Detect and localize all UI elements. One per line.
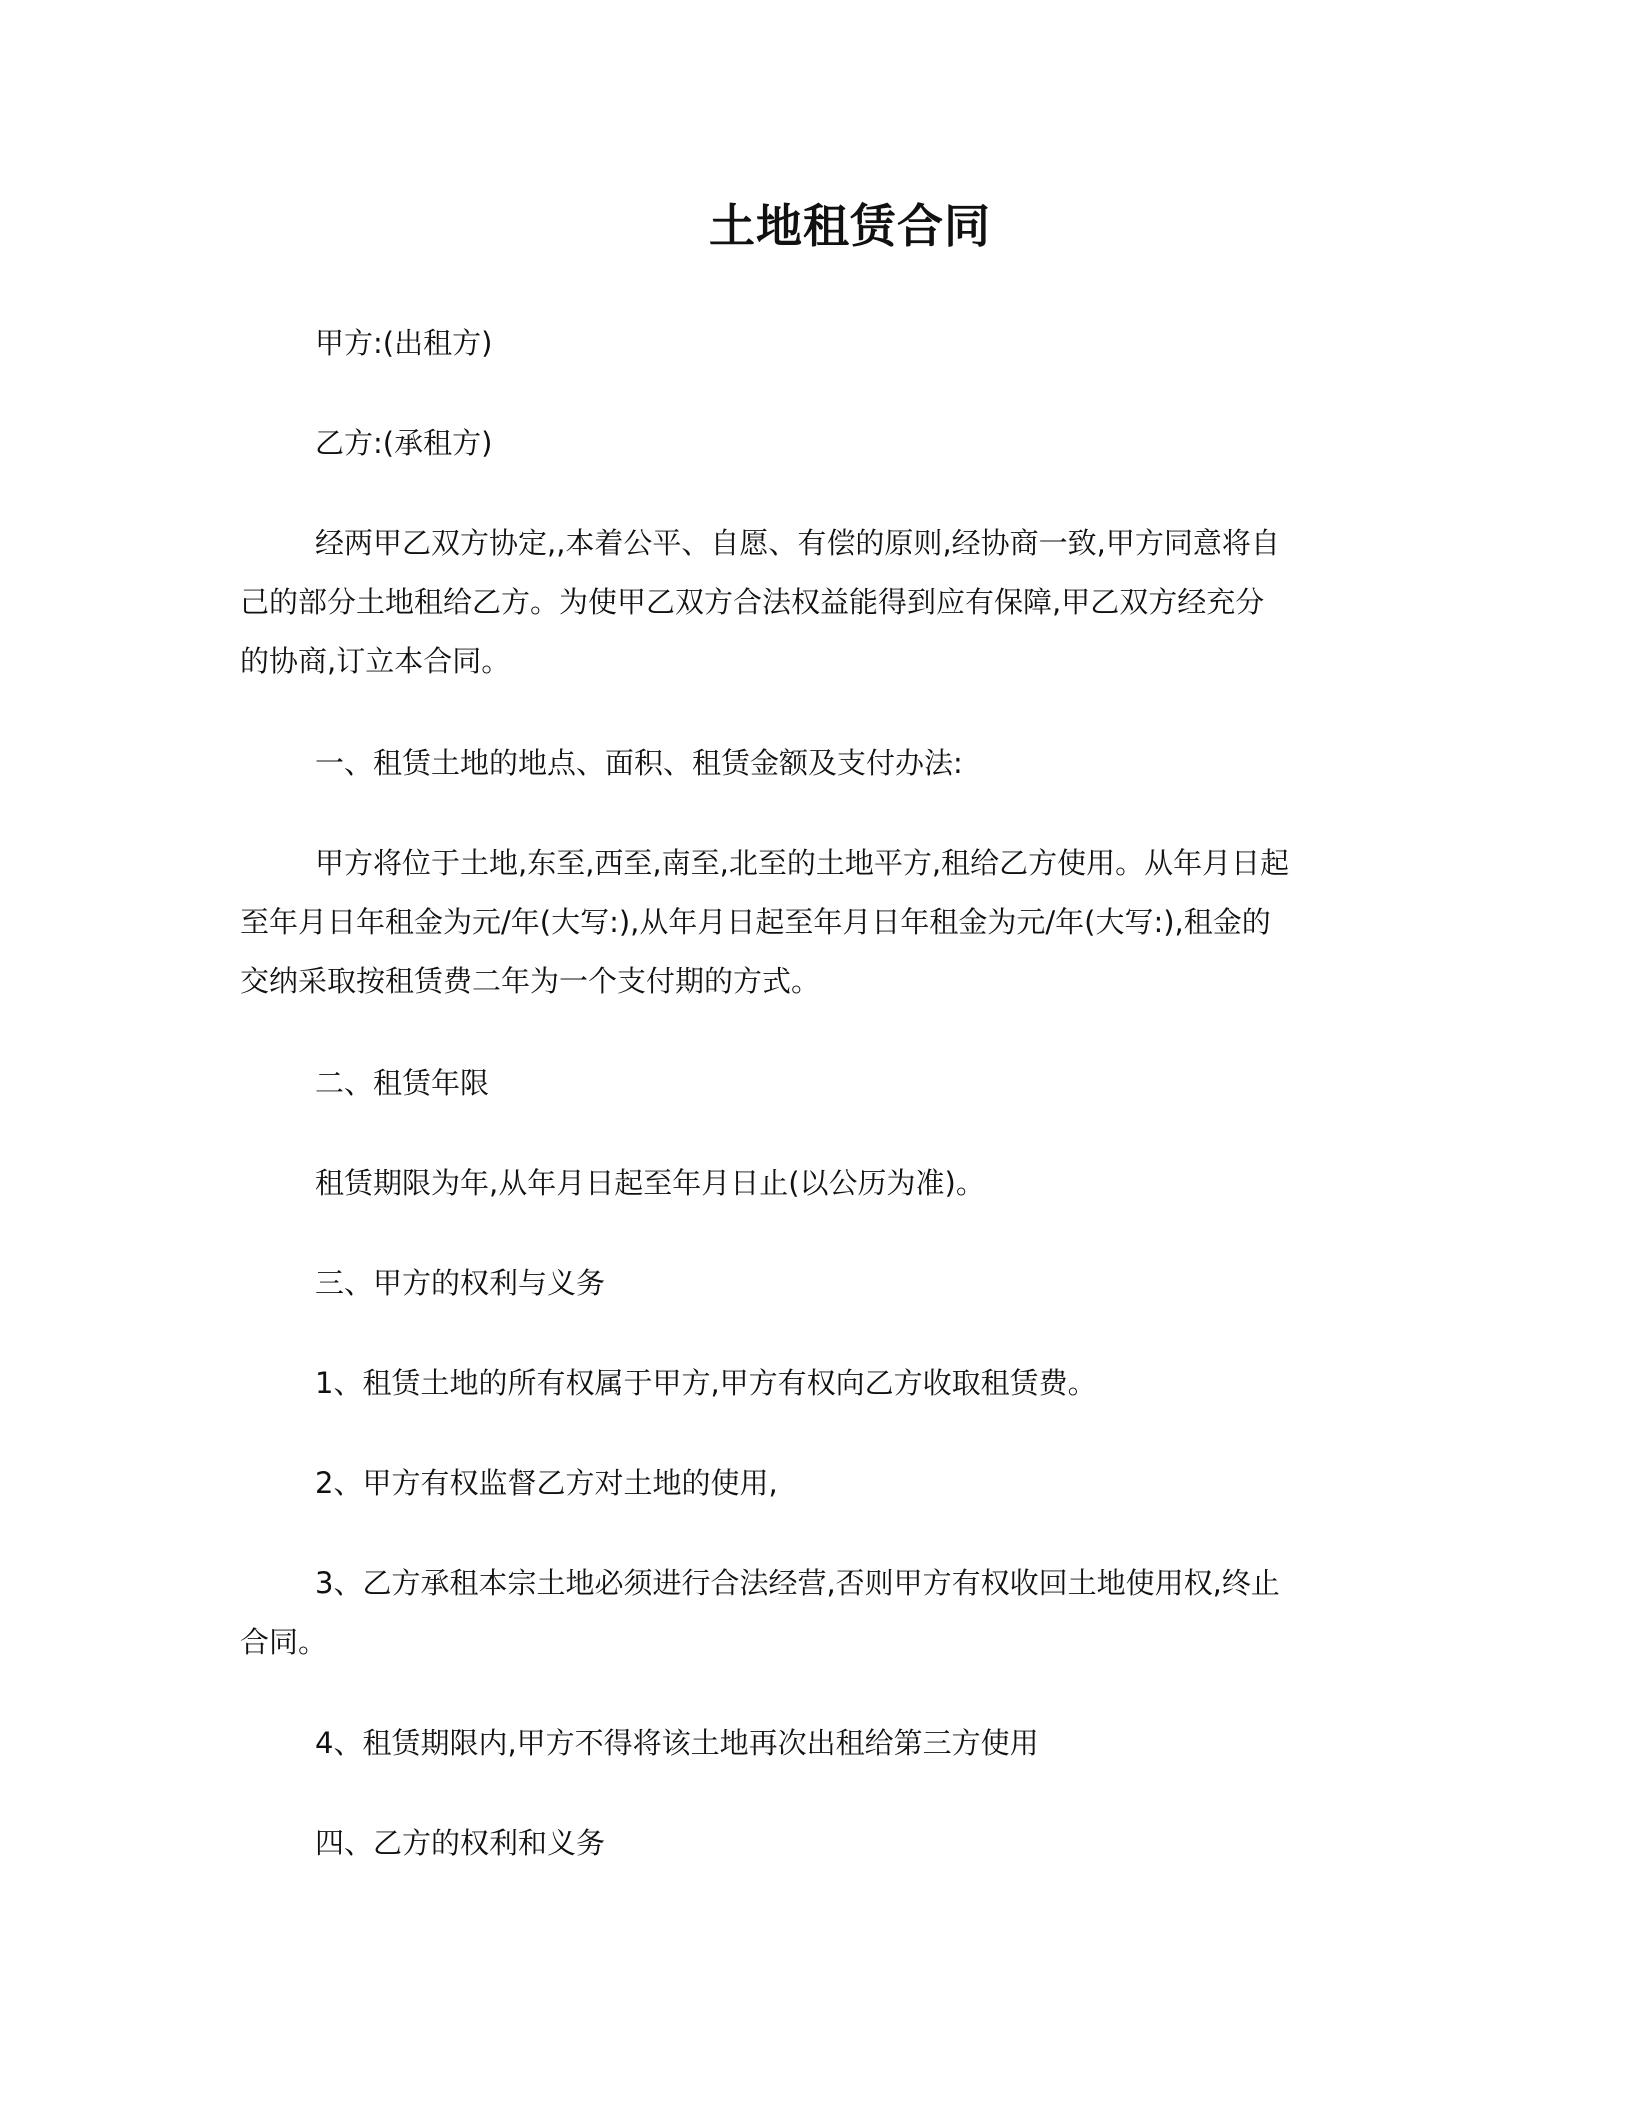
section-3-item-3-line-1: 3、乙方承租本宗土地必须进行合法经营,否则甲方有权收回土地使用权,终止 bbox=[315, 1566, 1280, 1600]
section-1-line-1: 甲方将位于土地,东至,西至,南至,北至的土地平方,租给乙方使用。从年月日起 bbox=[315, 846, 1290, 880]
section-1-line-2: 至年月日年租金为元/年(大写:),从年月日起至年月日年租金为元/年(大写:),租金的 bbox=[240, 905, 1271, 939]
intro-line-1: 经两甲乙双方协定,,本着公平、自愿、有偿的原则,经协商一致,甲方同意将自 bbox=[315, 526, 1280, 560]
section-3-item-4: 4、租赁期限内,甲方不得将该土地再次出租给第三方使用 bbox=[315, 1726, 1039, 1760]
section-3-heading: 三、甲方的权利与义务 bbox=[315, 1266, 606, 1300]
intro-paragraph bbox=[240, 514, 1380, 691]
section-2-heading: 二、租赁年限 bbox=[315, 1066, 490, 1100]
page-title: 土地租赁合同 bbox=[709, 199, 991, 253]
section-1-paragraph bbox=[240, 834, 1380, 1011]
section-1-line-3: 交纳采取按租赁费二年为一个支付期的方式。 bbox=[240, 964, 821, 998]
section-3-item-1: 1、租赁土地的所有权属于甲方,甲方有权向乙方收取租赁费。 bbox=[315, 1366, 1097, 1400]
party-a-line: 甲方:(出租方) bbox=[315, 326, 493, 360]
section-4-heading: 四、乙方的权利和义务 bbox=[315, 1826, 606, 1860]
party-b-line: 乙方:(承租方) bbox=[315, 426, 493, 460]
section-2-text: 租赁期限为年,从年月日起至年月日止(以公历为准)。 bbox=[315, 1166, 985, 1200]
intro-line-2: 己的部分土地租给乙方。为使甲乙双方合法权益能得到应有保障,甲乙双方经充分 bbox=[240, 585, 1265, 619]
section-3-item-3-line-2: 合同。 bbox=[240, 1625, 328, 1659]
section-1-heading: 一、租赁土地的地点、面积、租赁金额及支付办法: bbox=[315, 746, 963, 780]
section-3-item-2: 2、甲方有权监督乙方对土地的使用, bbox=[315, 1466, 778, 1500]
intro-line-3: 的协商,订立本合同。 bbox=[240, 644, 511, 678]
section-3-item-3 bbox=[240, 1554, 1380, 1672]
